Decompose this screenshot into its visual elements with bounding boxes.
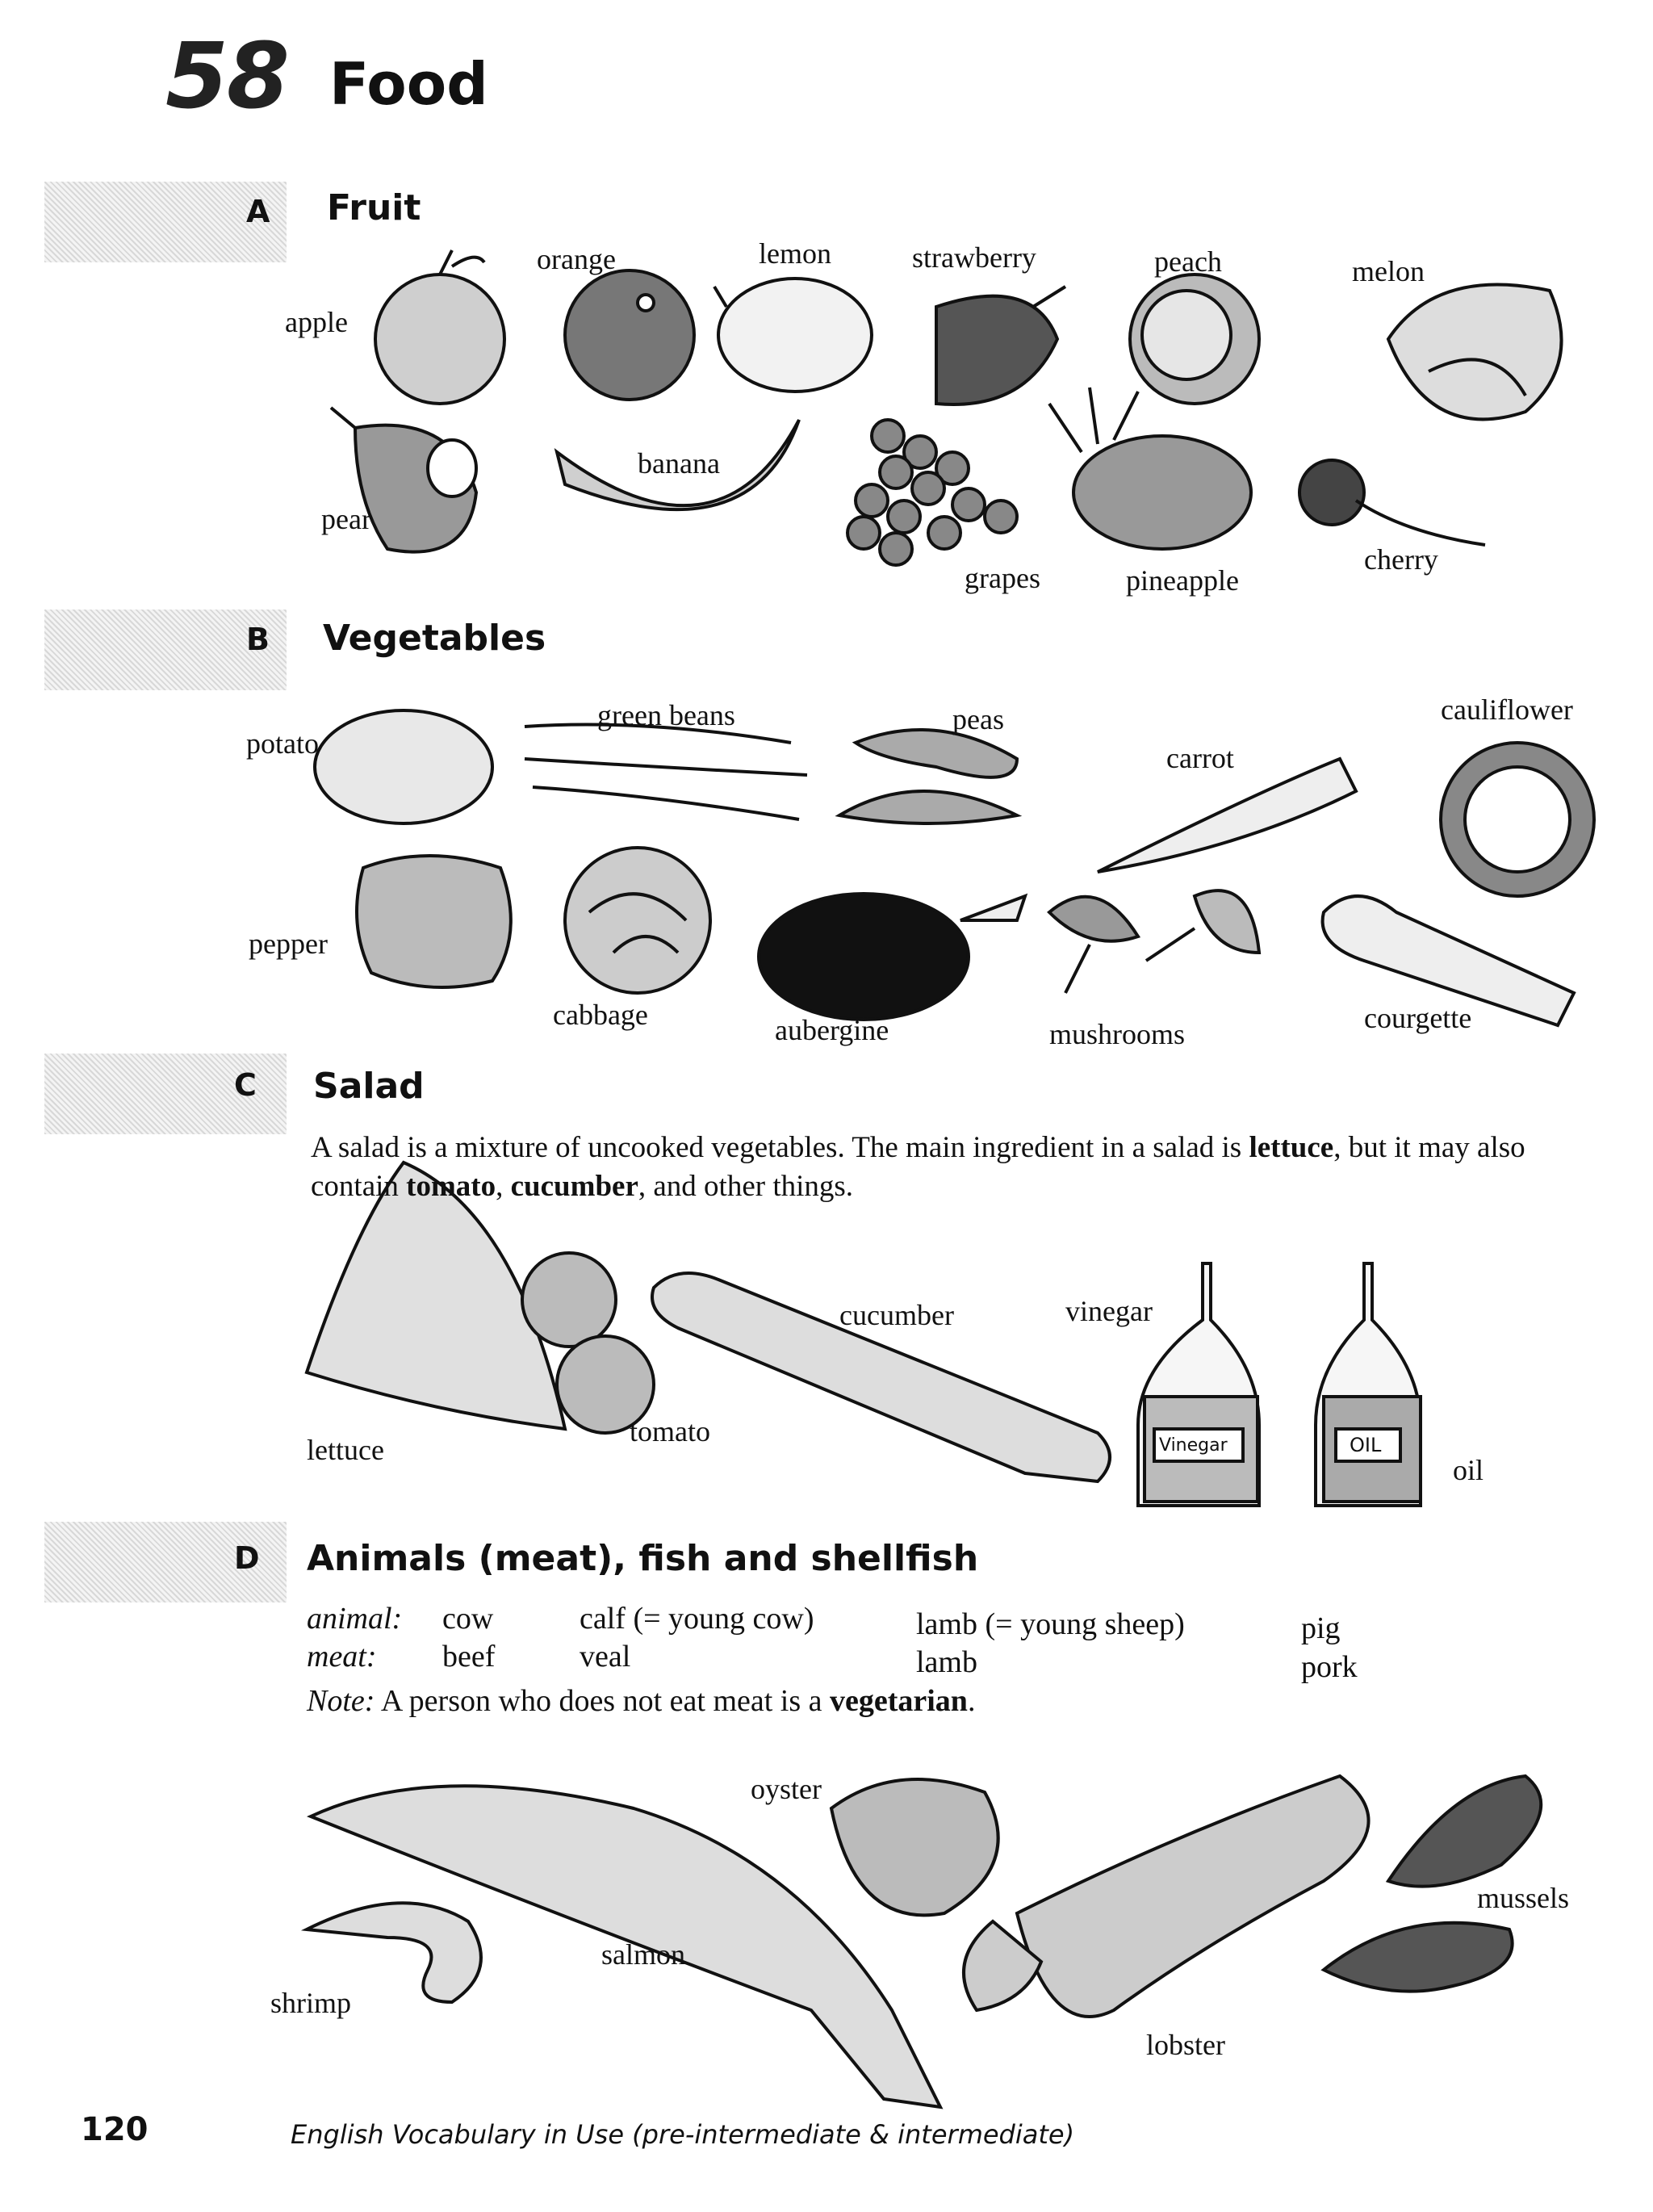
label-orange: orange xyxy=(537,243,616,275)
potato-drawing xyxy=(315,710,492,823)
unit-number: 58 xyxy=(165,24,288,129)
aubergine-drawing xyxy=(759,894,1025,1020)
oyster-drawing xyxy=(831,1779,998,1915)
label-apple: apple xyxy=(285,306,348,338)
salad-word-tomato: tomato xyxy=(406,1170,496,1203)
orange-drawing xyxy=(565,270,694,400)
grapes-drawing xyxy=(847,420,1017,565)
salad-text-1: A salad is a mixture of uncooked vegetables. The main ingredient in a salad is xyxy=(311,1131,1249,1164)
meat-pork: pork xyxy=(1301,1650,1358,1684)
oil-bottle-drawing xyxy=(1316,1263,1421,1506)
section-b-letter: B xyxy=(246,622,270,657)
note-end: . xyxy=(967,1684,976,1718)
cabbage-drawing xyxy=(565,848,710,993)
meat-beef: beef xyxy=(442,1640,496,1674)
label-banana: banana xyxy=(638,447,720,480)
label-aubergine: aubergine xyxy=(775,1014,889,1046)
label-melon: melon xyxy=(1352,255,1425,287)
mushrooms-drawing xyxy=(1049,890,1259,993)
page-number: 120 xyxy=(81,2111,149,2148)
note-prefix: Note: xyxy=(307,1684,375,1718)
label-pineapple: pineapple xyxy=(1126,564,1239,597)
salad-text-2: , but it may also contain xyxy=(311,1131,1525,1203)
salad-word-lettuce: lettuce xyxy=(1249,1131,1334,1164)
animal-pig: pig xyxy=(1301,1611,1341,1645)
unit-title: Food xyxy=(329,50,488,118)
label-tomato: tomato xyxy=(630,1415,710,1447)
cauliflower-drawing xyxy=(1441,743,1594,896)
label-peach: peach xyxy=(1154,245,1222,278)
animal-row-label: animal: xyxy=(307,1602,403,1636)
label-cabbage: cabbage xyxy=(553,999,648,1031)
section-a-title: Fruit xyxy=(327,187,421,228)
section-d-letter: D xyxy=(234,1540,260,1576)
apple-drawing xyxy=(375,250,504,404)
label-pear: pear xyxy=(321,503,371,535)
label-grapes: grapes xyxy=(965,562,1040,594)
note-text: A person who does not eat meat is a xyxy=(375,1684,830,1718)
melon-drawing xyxy=(1388,285,1562,420)
salad-text-3: , xyxy=(496,1170,511,1203)
meat-veal: veal xyxy=(580,1640,631,1674)
label-courgette: courgette xyxy=(1364,1002,1472,1034)
strawberry-drawing xyxy=(936,287,1065,404)
lobster-drawing xyxy=(964,1776,1369,2017)
label-oil: oil xyxy=(1453,1454,1484,1486)
label-lobster: lobster xyxy=(1146,2029,1225,2061)
label-cucumber: cucumber xyxy=(839,1299,954,1331)
note-word-vegetarian: vegetarian xyxy=(830,1684,968,1718)
salad-text-4: , and other things. xyxy=(638,1170,854,1203)
oil-bottle-text: OIL xyxy=(1350,1434,1382,1456)
section-d-title: Animals (meat), fish and shellfish xyxy=(307,1538,979,1579)
label-vinegar: vinegar xyxy=(1065,1295,1153,1327)
label-shrimp: shrimp xyxy=(270,1987,352,2019)
pineapple-drawing xyxy=(1049,388,1251,549)
label-potato: potato xyxy=(246,727,319,760)
label-strawberry: strawberry xyxy=(912,241,1036,274)
label-oyster: oyster xyxy=(751,1773,822,1805)
pepper-drawing xyxy=(357,856,511,987)
label-mussels: mussels xyxy=(1477,1882,1570,1914)
animal-calf: calf (= young cow) xyxy=(580,1602,814,1636)
animal-cow: cow xyxy=(442,1602,494,1636)
label-green-beans: green beans xyxy=(597,699,735,731)
animal-lamb: lamb (= young sheep) xyxy=(916,1607,1185,1641)
vegetarian-note xyxy=(307,1683,975,1719)
label-carrot: carrot xyxy=(1166,742,1234,774)
label-cherry: cherry xyxy=(1364,543,1438,576)
label-lettuce: lettuce xyxy=(307,1434,384,1466)
label-peas: peas xyxy=(952,703,1004,735)
label-cauliflower: cauliflower xyxy=(1441,693,1573,726)
label-pepper: pepper xyxy=(249,928,328,960)
label-lemon: lemon xyxy=(759,237,831,270)
meat-lamb: lamb xyxy=(916,1645,977,1679)
green-beans-drawing xyxy=(525,725,807,820)
section-a-letter: A xyxy=(246,194,270,229)
label-mushrooms: mushrooms xyxy=(1049,1018,1186,1050)
meat-row-label: meat: xyxy=(307,1640,377,1674)
section-b-title: Vegetables xyxy=(323,618,546,659)
cherry-drawing xyxy=(1299,460,1485,545)
vinegar-bottle-drawing xyxy=(1138,1263,1259,1506)
carrot-drawing xyxy=(1098,759,1356,872)
peach-drawing xyxy=(1130,274,1259,404)
salad-description xyxy=(311,1129,1618,1206)
lemon-drawing xyxy=(714,279,872,392)
salad-word-cucumber: cucumber xyxy=(510,1170,638,1203)
book-title: English Vocabulary in Use (pre-intermediate & intermediate) xyxy=(291,2119,1075,2150)
peas-drawing xyxy=(839,730,1017,823)
section-c-title: Salad xyxy=(313,1066,425,1107)
section-c-letter: C xyxy=(234,1067,257,1103)
label-salmon: salmon xyxy=(601,1938,685,1971)
vinegar-bottle-text: Vinegar xyxy=(1159,1435,1228,1456)
